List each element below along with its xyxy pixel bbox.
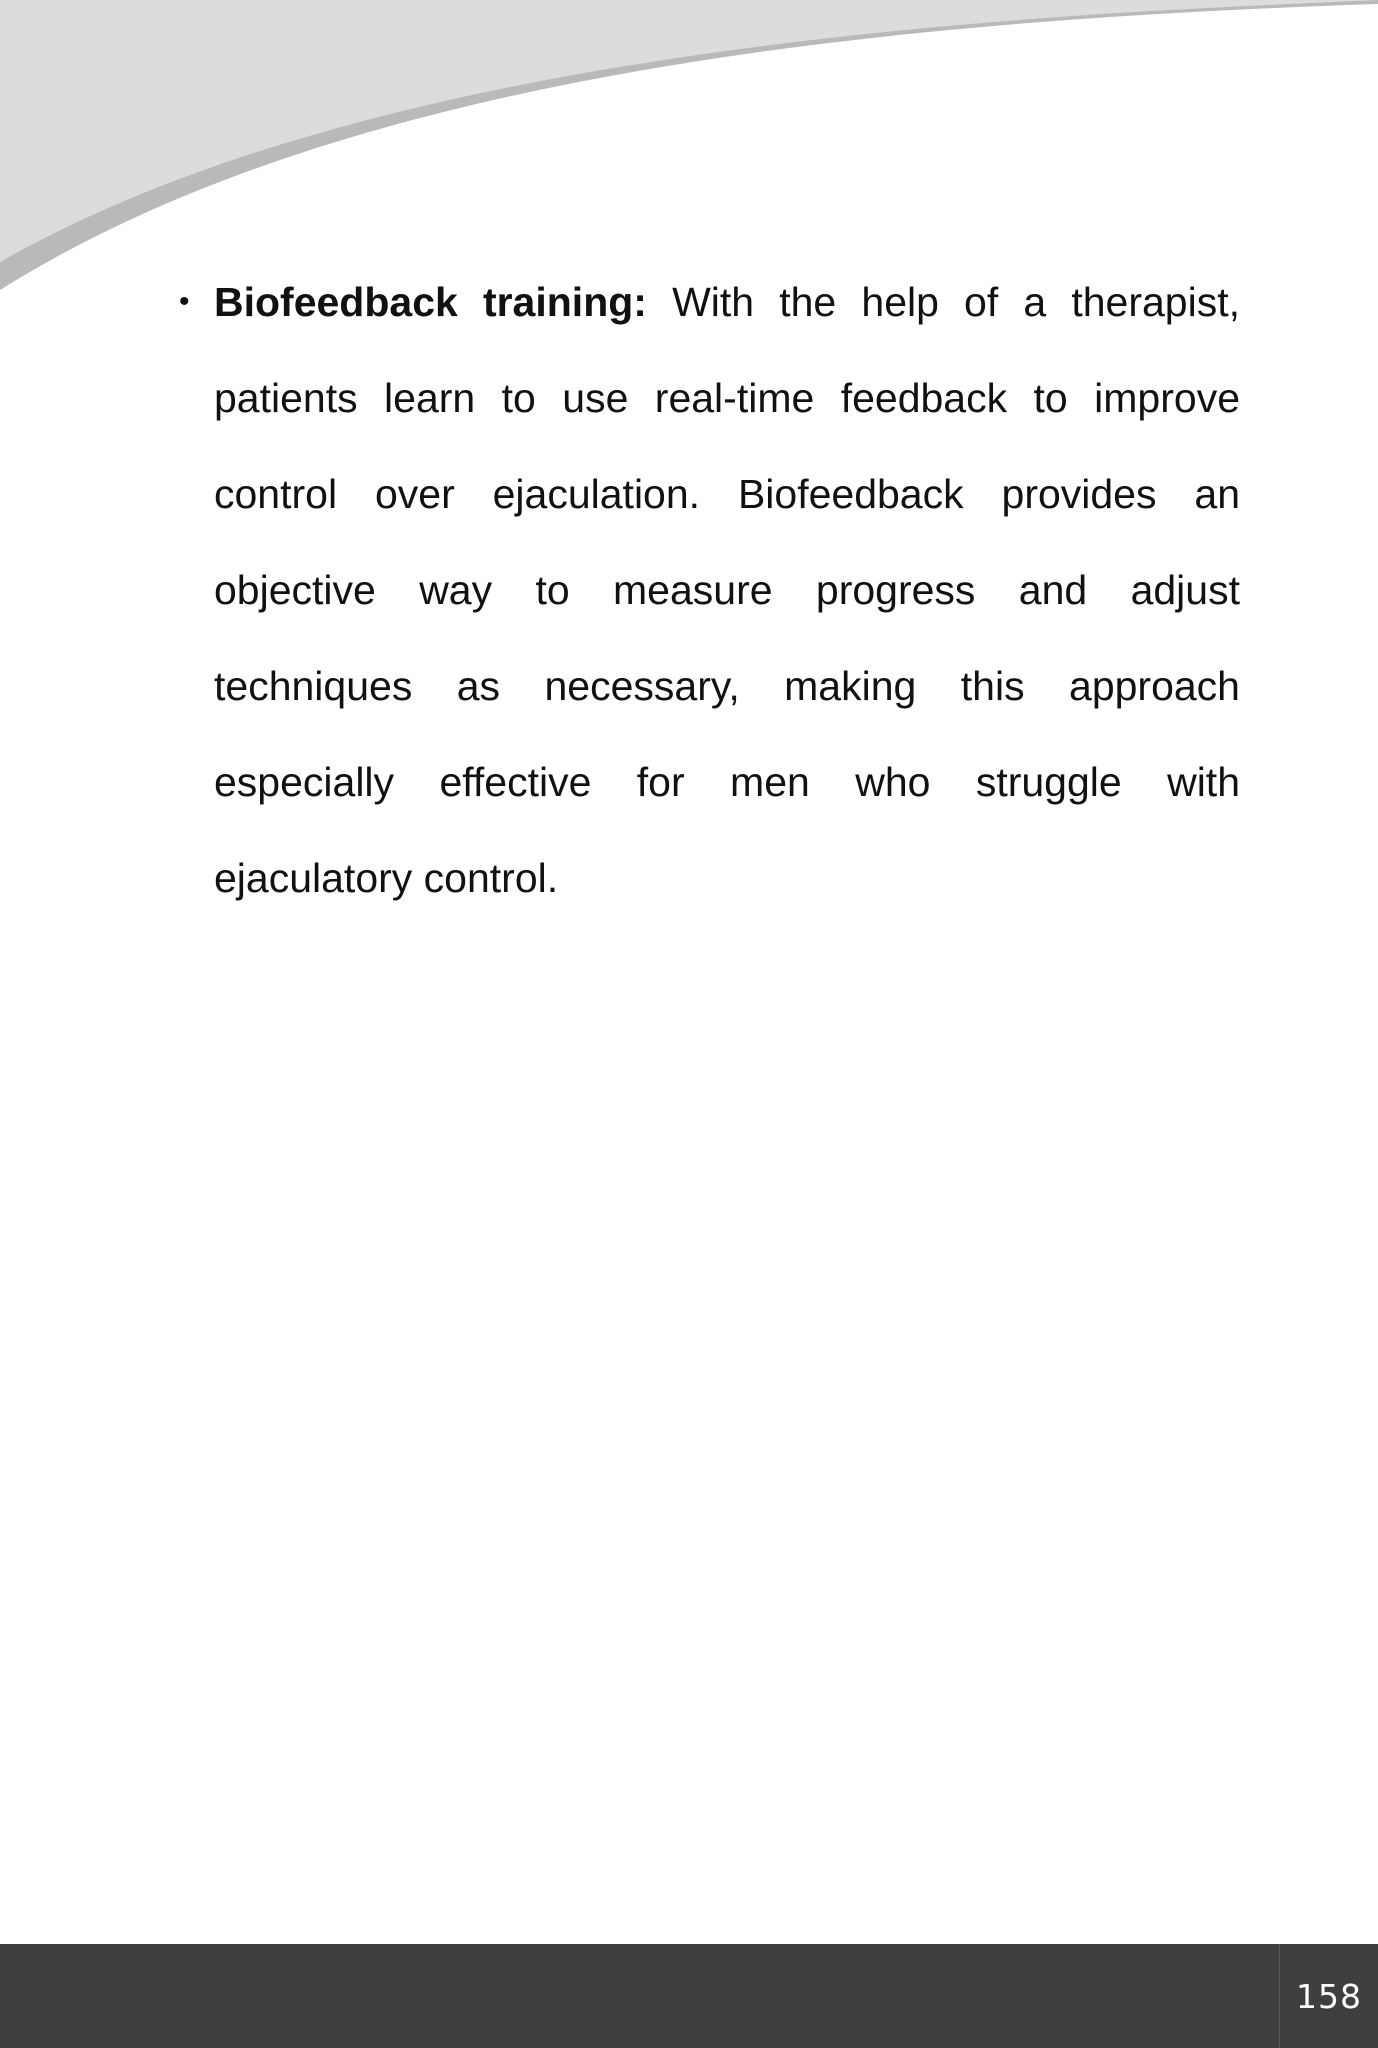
swoosh-light-band [0, 0, 1378, 262]
page-number-box [1279, 1944, 1378, 2048]
bullet-term: Biofeedback training: [214, 279, 647, 325]
list-item-biofeedback [179, 254, 1241, 926]
bullet-marker: • [179, 285, 190, 318]
bullet-text: With the help of a therapist, patients learn to use real-time feedback to improve control over ejaculation. Biofeedback provides an objective way to measure progress and adjust techniques as necessary, making this approach especially effective for men who struggle with ejaculatory control. [214, 279, 1241, 901]
footer-bar [0, 1944, 1378, 2048]
page-number: 158 [1296, 1976, 1362, 2016]
